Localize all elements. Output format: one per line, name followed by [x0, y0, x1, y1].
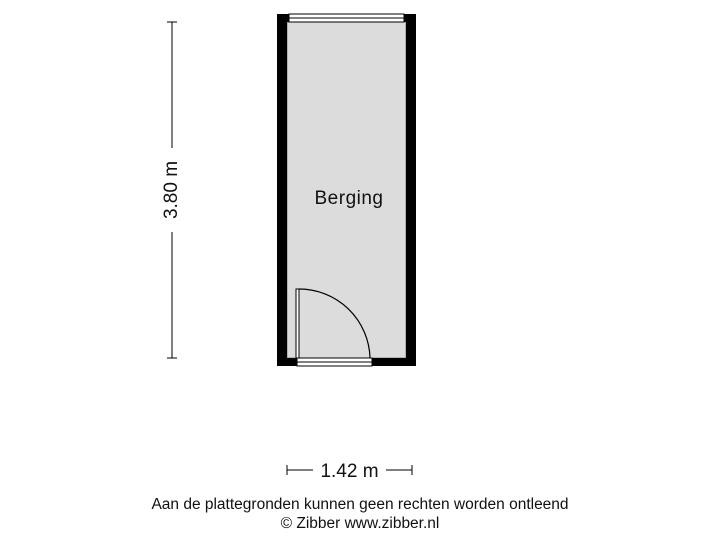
wall-right — [406, 14, 416, 366]
wall-bottom-left — [277, 358, 297, 366]
height-dimension-label: 3.80 m — [161, 160, 183, 220]
wall-bottom-right — [372, 358, 416, 366]
wall-left — [277, 14, 287, 366]
room-label: Berging — [314, 188, 384, 209]
door-threshold — [297, 358, 372, 366]
window-top — [289, 14, 404, 22]
door-leaf — [296, 289, 299, 358]
disclaimer-text: Aan de plattegronden kunnen geen rechten worden ontleend — [151, 496, 569, 513]
credit-text: © Zibber www.zibber.nl — [280, 515, 440, 532]
wall-top-left — [277, 14, 289, 22]
width-dimension-label: 1.42 m — [320, 461, 379, 482]
wall-top-right — [404, 14, 416, 22]
